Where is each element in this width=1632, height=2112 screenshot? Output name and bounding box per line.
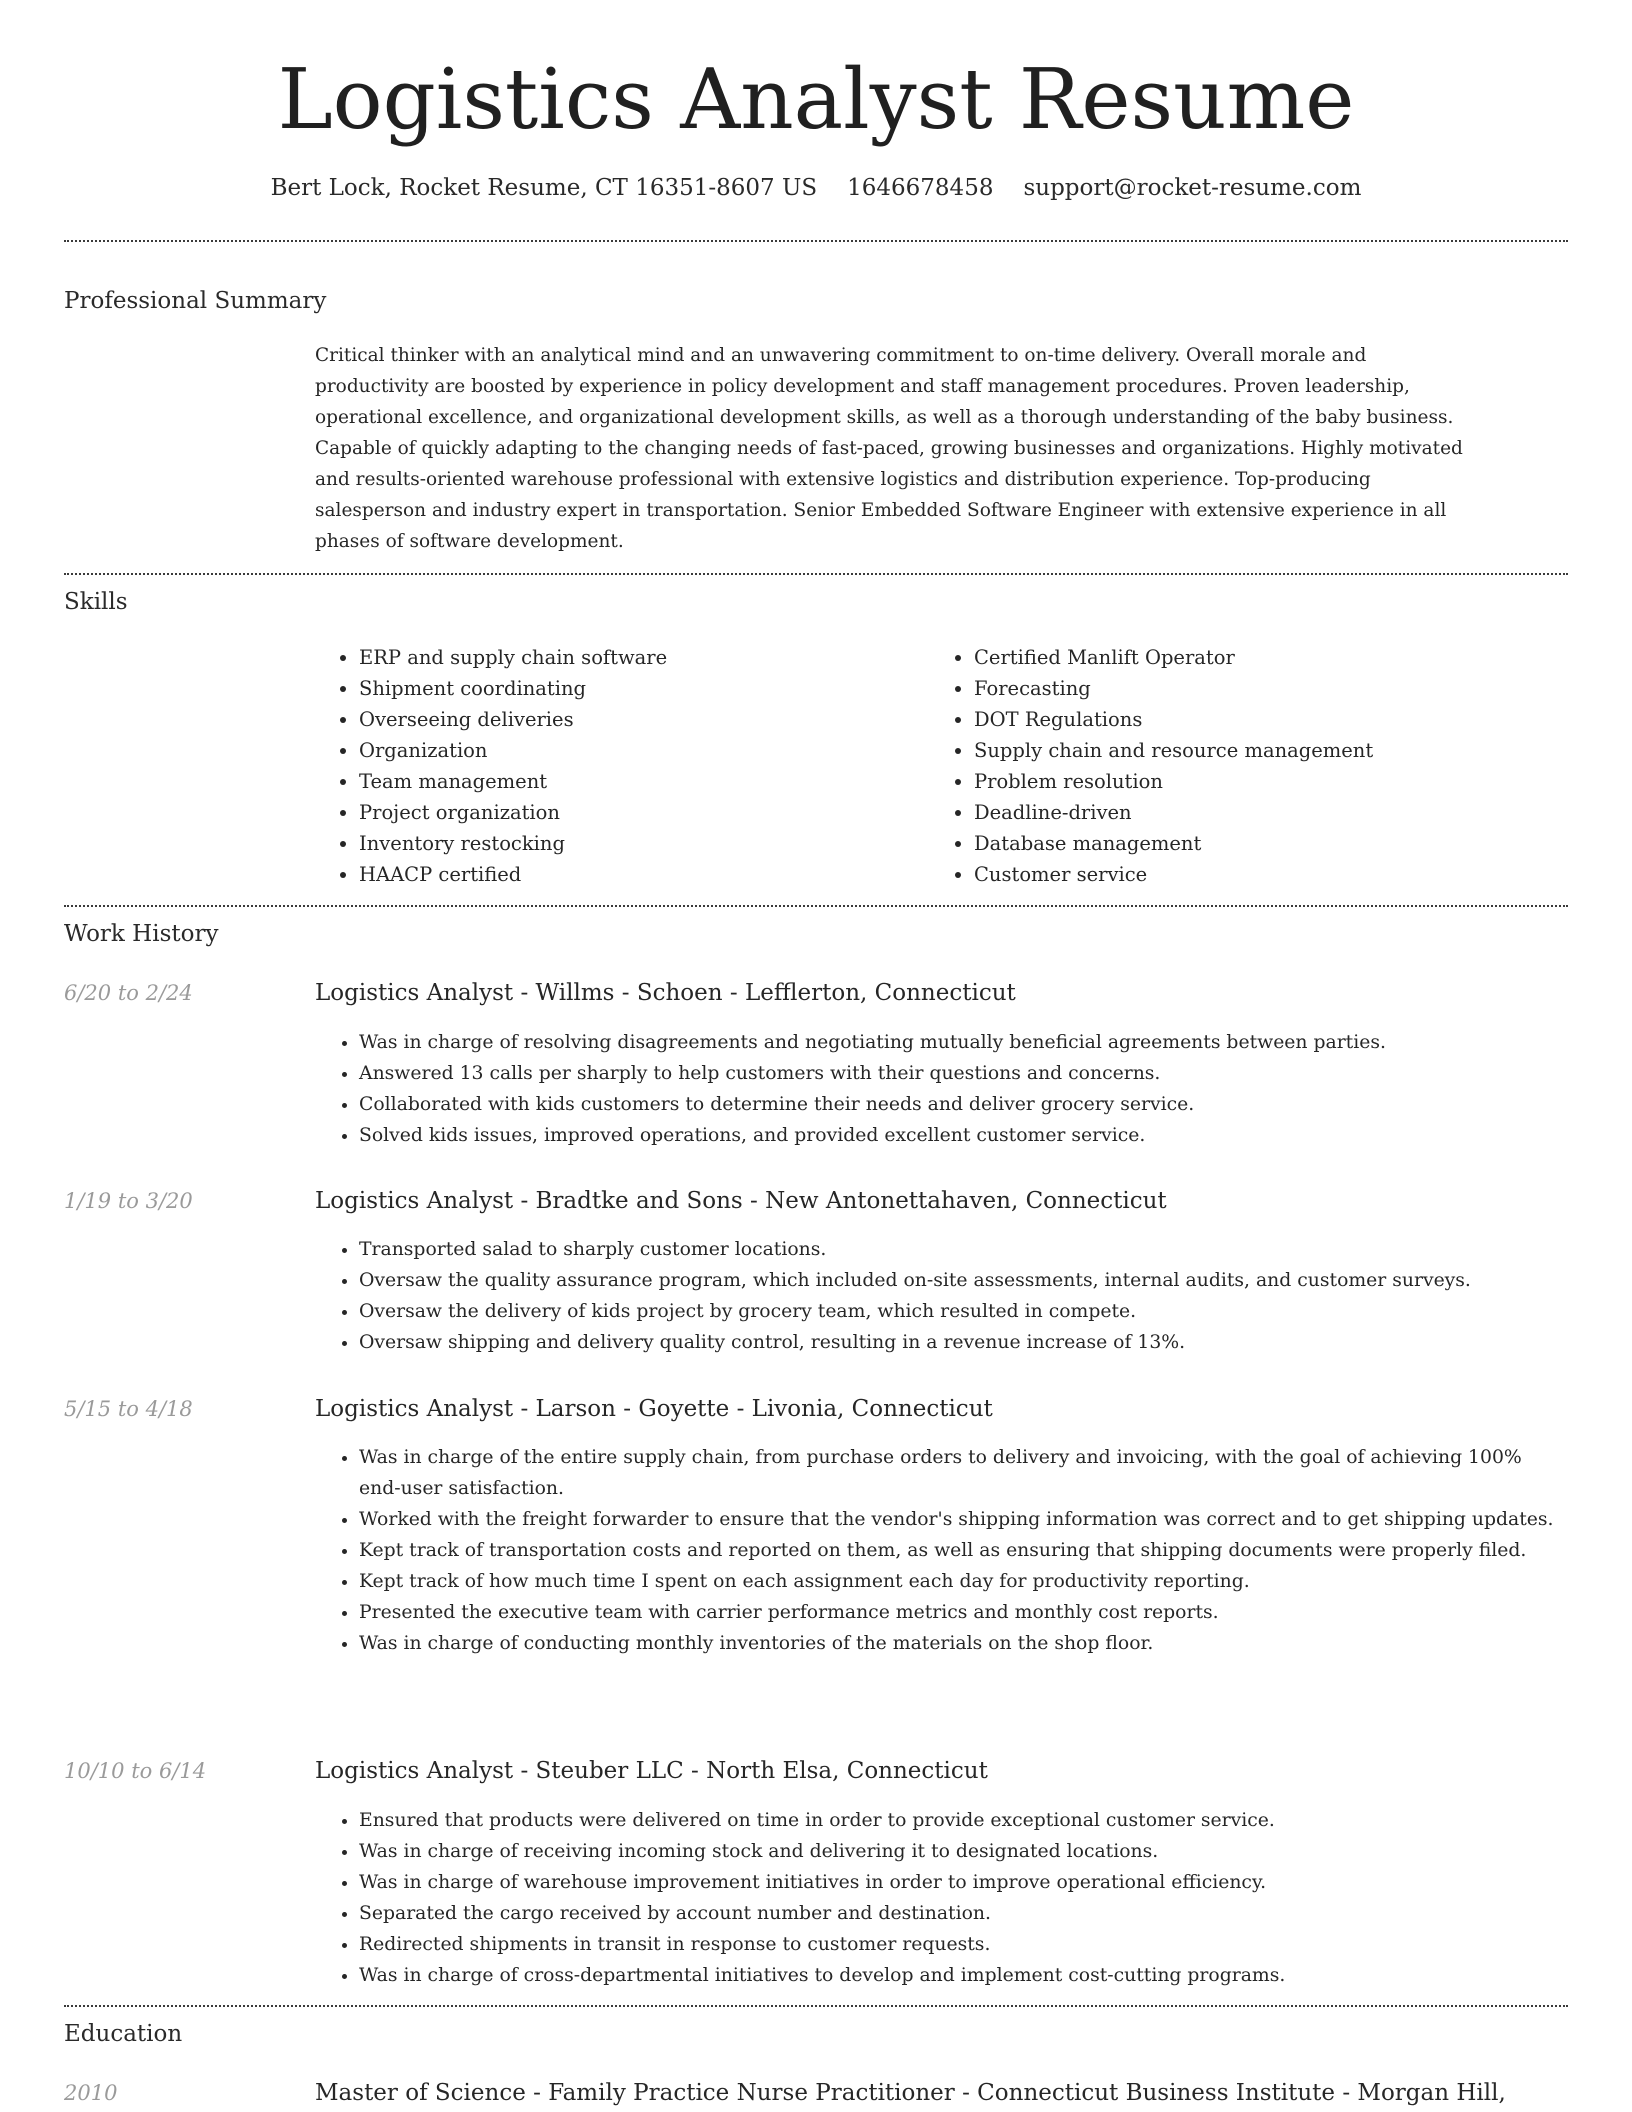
job-title: Logistics Analyst - Steuber LLC - North Elsa, Connecticut (315, 1758, 988, 1784)
contact-email[interactable]: support@rocket-resume.com (1023, 175, 1362, 201)
skill-item: • Forecasting (974, 673, 1560, 704)
job-bullet: • Collaborated with kids customers to determine their needs and deliver grocery service. (359, 1089, 1565, 1120)
section-divider (64, 2005, 1568, 2007)
skill-item: • ERP and supply chain software (359, 642, 915, 673)
job-bullet-list (315, 1805, 1565, 1991)
skills-column-right (930, 642, 1560, 890)
job-title: Logistics Analyst - Larson - Goyette - Livonia, Connecticut (315, 1396, 993, 1422)
job-bullet: • Redirected shipments in transit in response to customer requests. (359, 1929, 1565, 1960)
skill-item: • Organization (359, 735, 915, 766)
job-title: Logistics Analyst - Willms - Schoen - Lefflerton, Connecticut (315, 980, 1016, 1006)
job-bullet: • Separated the cargo received by account number and destination. (359, 1898, 1565, 1929)
skill-item: • DOT Regulations (974, 704, 1560, 735)
job-bullet: • Solved kids issues, improved operations, and provided excellent customer service. (359, 1120, 1565, 1151)
education-date: 2010 (64, 2081, 118, 2105)
skill-item: • Certified Manlift Operator (974, 642, 1560, 673)
job-date: 6/20 to 2/24 (64, 981, 193, 1005)
summary-line: operational excellence, and organizational development skills, as well as a thorough understanding of the baby business. (315, 407, 1454, 428)
job-bullet: • Oversaw the delivery of kids project by grocery team, which resulted in compete. (359, 1296, 1565, 1327)
job-bullet: • Was in charge of cross-departmental initiatives to develop and implement cost-cutting programs. (359, 1960, 1565, 1991)
job-bullet: • Was in charge of conducting monthly inventories of the materials on the shop floor. (359, 1628, 1565, 1659)
job-bullet: • Worked with the freight forwarder to ensure that the vendor's shipping information was correct and to get shipping updates. (359, 1504, 1565, 1535)
skill-item: • Inventory restocking (359, 828, 915, 859)
job-bullet: • Answered 13 calls per sharply to help customers with their questions and concerns. (359, 1058, 1565, 1089)
job-date: 1/19 to 3/20 (64, 1189, 193, 1213)
skills-heading: Skills (64, 589, 128, 615)
skill-item: • HAACP certified (359, 859, 915, 890)
job-bullet: • Presented the executive team with carrier performance metrics and monthly cost reports. (359, 1597, 1565, 1628)
summary-line: productivity are boosted by experience in policy development and staff management procedures. Proven leadership, (315, 376, 1410, 397)
job-bullet: • Ensured that products were delivered on time in order to provide exceptional customer service. (359, 1805, 1565, 1836)
job-bullet: • Was in charge of the entire supply chain, from purchase orders to delivery and invoicing, with the goal of achieving 100% end-user satisfaction. (359, 1442, 1565, 1504)
work-history-heading: Work History (64, 921, 219, 947)
skill-item: • Problem resolution (974, 766, 1560, 797)
skill-item: • Supply chain and resource management (974, 735, 1560, 766)
skill-item: • Deadline-driven (974, 797, 1560, 828)
summary-line: Capable of quickly adapting to the changing needs of fast-paced, growing businesses and organizations. Highly motivated (315, 438, 1463, 459)
contact-address: Bert Lock, Rocket Resume, CT 16351-8607 US (270, 175, 818, 201)
summary-line: phases of software development. (315, 531, 624, 552)
job-bullet-list (315, 1027, 1565, 1151)
job-bullet: • Was in charge of receiving incoming stock and delivering it to designated locations. (359, 1836, 1565, 1867)
section-divider (64, 240, 1568, 242)
job-bullet-list (315, 1234, 1565, 1358)
contact-line (0, 172, 1632, 204)
job-bullet: • Transported salad to sharply customer locations. (359, 1234, 1565, 1265)
section-divider (64, 573, 1568, 575)
resume-title: Logistics Analyst Resume (277, 51, 1355, 148)
job-date: 10/10 to 6/14 (64, 1759, 207, 1783)
skills-column-left (315, 642, 915, 890)
section-divider (64, 905, 1568, 907)
job-title: Logistics Analyst - Bradtke and Sons - New Antonettahaven, Connecticut (315, 1188, 1167, 1214)
skill-item: • Customer service (974, 859, 1560, 890)
job-bullet-list (315, 1442, 1565, 1659)
contact-phone: 1646678458 (847, 175, 994, 201)
summary-line: and results-oriented warehouse professional with extensive logistics and distribution experience. Top-producing (315, 469, 1371, 490)
education-heading: Education (64, 2021, 183, 2047)
skill-item: • Shipment coordinating (359, 673, 915, 704)
job-date: 5/15 to 4/18 (64, 1397, 193, 1421)
skill-item: • Database management (974, 828, 1560, 859)
summary-heading: Professional Summary (64, 288, 327, 314)
summary-line: Critical thinker with an analytical mind and an unwavering commitment to on-time delivery. Overall morale and (315, 345, 1367, 366)
summary-line: salesperson and industry expert in transportation. Senior Embedded Software Engineer with extensive experience in all (315, 500, 1447, 521)
job-bullet: • Oversaw shipping and delivery quality control, resulting in a revenue increase of 13%. (359, 1327, 1565, 1358)
job-bullet: • Was in charge of resolving disagreements and negotiating mutually beneficial agreements between parties. (359, 1027, 1565, 1058)
job-bullet: • Oversaw the quality assurance program, which included on-site assessments, internal audits, and customer surveys. (359, 1265, 1565, 1296)
job-bullet: • Kept track of how much time I spent on each assignment each day for productivity reporting. (359, 1566, 1565, 1597)
skill-item: • Overseeing deliveries (359, 704, 915, 735)
education-title: Master of Science - Family Practice Nurse Practitioner - Connecticut Business Institute - Morgan Hill, (315, 2080, 1506, 2106)
job-bullet: • Kept track of transportation costs and reported on them, as well as ensuring that shipping documents were properly filed. (359, 1535, 1565, 1566)
job-bullet: • Was in charge of warehouse improvement initiatives in order to improve operational efficiency. (359, 1867, 1565, 1898)
skill-item: • Team management (359, 766, 915, 797)
skill-item: • Project organization (359, 797, 915, 828)
summary-text (315, 340, 1565, 557)
